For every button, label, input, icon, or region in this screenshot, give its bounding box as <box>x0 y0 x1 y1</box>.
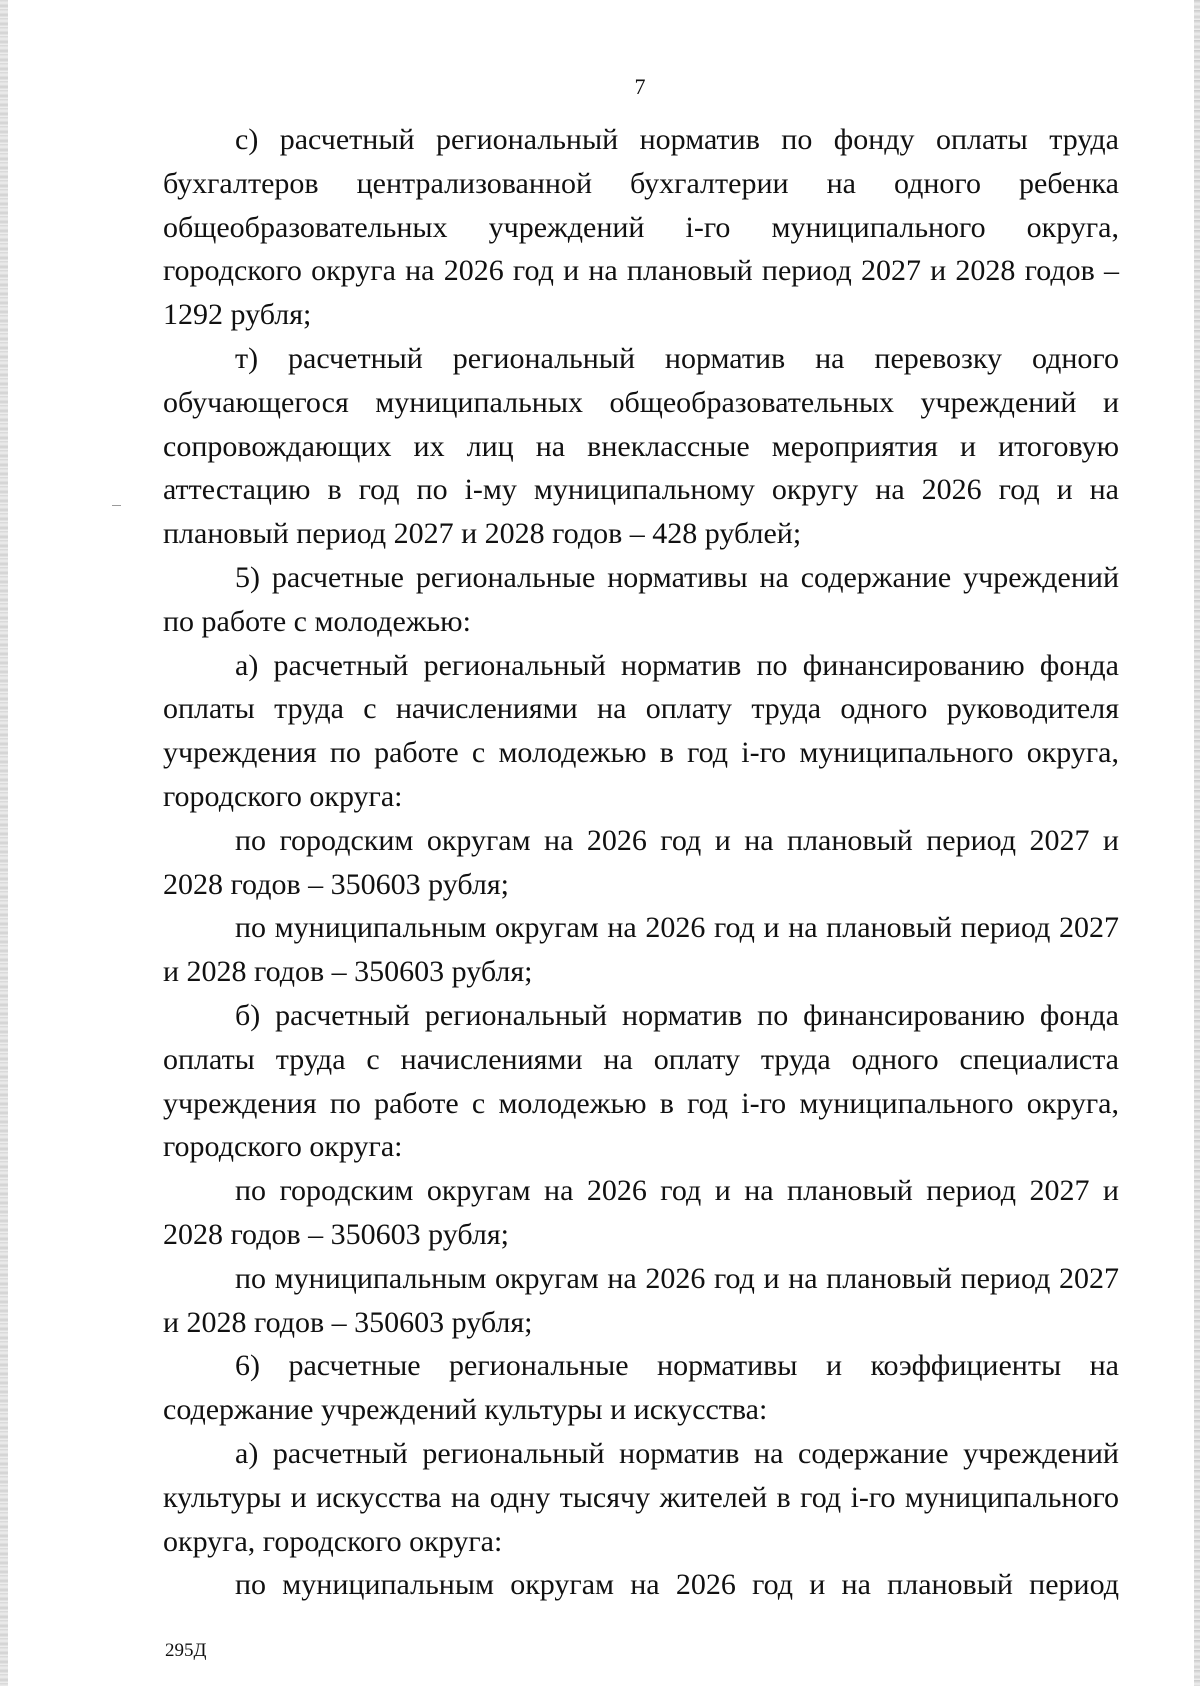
paragraph-municipal-districts: по муниципальным округам на 2026 год и на плановый период 2027 и 2028 годов – 350603 рубля; <box>163 911 1119 989</box>
scan-edge-left <box>0 0 8 1686</box>
paragraph-item-b-specialist: б) расчетный региональный норматив по финансированию фонда оплаты труда с начислениями на оплату труда одного специалиста учреждения по работе с молодежью в год i-го муниципального округа, городского округа: <box>163 998 1119 1164</box>
paragraph-urban-districts: по городским округам на 2026 год и на плановый период 2027 и 2028 годов – 350603 рубля; <box>163 1174 1119 1251</box>
paragraph-item-s: с) расчетный региональный норматив по фонду оплаты труда бухгалтеров централизованной бухгалтерии на одного ребенка общеобразовательных учреждений i-го муниципального округа, городского округа на 2026 год и на плановый период 2027 и 2028 годов – 1292 рубля; <box>163 123 1119 332</box>
page-number: 7 <box>634 74 646 99</box>
document-body <box>163 118 1119 1607</box>
paragraph-municipal-districts-continued: по муниципальным округам на 2026 год и на плановый период <box>235 1568 1119 1602</box>
document-code: 295Д <box>165 1640 207 1661</box>
paragraph-urban-districts: по городским округам на 2026 год и на плановый период 2027 и 2028 годов – 350603 рубля; <box>163 823 1119 901</box>
paragraph-section-6: 6) расчетные региональные нормативы и коэффициенты на содержание учреждений культуры и искусства: <box>163 1349 1119 1427</box>
paragraph-section-5: 5) расчетные региональные нормативы на содержание учреждений по работе с молодежью: <box>163 560 1119 638</box>
paragraph-item-a-culture: а) расчетный региональный норматив на содержание учреждений культуры и искусства на одну тысячу жителей в год i-го муниципального округа, городского округа: <box>163 1436 1119 1558</box>
scan-artifact <box>112 505 121 506</box>
paragraph-item-t: т) расчетный региональный норматив на перевозку одного обучающегося муниципальных общеобразовательных учреждений и сопровождающих их лиц на внеклассные мероприятия и итоговую аттестацию в год по i-му муниципальному округу на 2026 год и на плановый период 2027 и 2028 годов – 428 рублей; <box>163 341 1119 551</box>
paragraph-item-a-leader: а) расчетный региональный норматив по финансированию фонда оплаты труда с начислениями на оплату труда одного руководителя учреждения по работе с молодежью в год i-го муниципального округа, городского округа: <box>163 648 1119 813</box>
scan-edge-right <box>1194 0 1200 1686</box>
paragraph-municipal-districts: по муниципальным округам на 2026 год и на плановый период 2027 и 2028 годов – 350603 рубля; <box>163 1261 1119 1339</box>
